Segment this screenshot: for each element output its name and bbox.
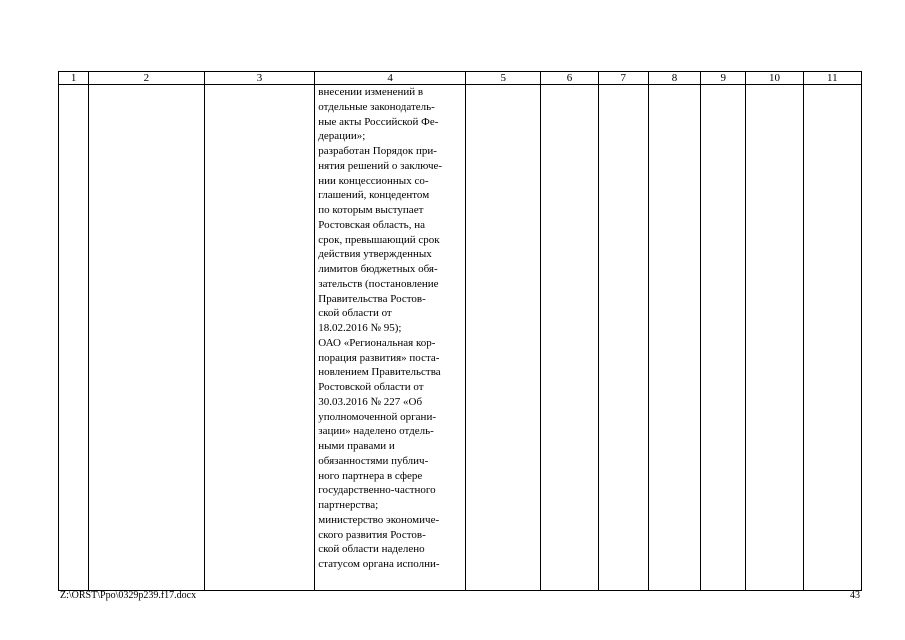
table-cell <box>204 85 315 591</box>
table-cell <box>746 85 803 591</box>
column-header: 11 <box>803 72 861 85</box>
page-number: 43 <box>850 590 860 601</box>
column-header: 9 <box>701 72 746 85</box>
table-header-row <box>59 72 862 85</box>
table-row <box>59 85 862 591</box>
description-text: внесении изменений в отдельные законодатель- ные акты Российской Фе- дерации»; разработан Порядок при- нятия решений о заключе- нии концессионных со- глашений, концедентом по которым выступает Ростовская область, на срок, превышающий срок действия утвержденных лимитов бюджетных обя- зательств (постановление Правительства Ростов- ской области от 18.02.2016 № 95); ОАО «Региональная кор- порация развития» поста- новлением Правительства Ростовской области от 30.03.2016 № 227 «Об уполномоченной органи- зации» наделено отдель- ными правами и обязанностями публич- ного партнера в сфере государственно-частного партнерства; министерство экономиче- ского развития Ростов- ской области наделено статусом органа исполни- <box>318 86 443 570</box>
table-cell <box>541 85 598 591</box>
column-header: 7 <box>598 72 648 85</box>
column-header: 4 <box>315 72 466 85</box>
column-header: 3 <box>204 72 315 85</box>
column-header: 10 <box>746 72 803 85</box>
table-cell <box>648 85 700 591</box>
table-cell-description <box>315 85 466 591</box>
table-cell <box>803 85 861 591</box>
document-table <box>58 71 862 591</box>
table-cell <box>598 85 648 591</box>
column-header: 6 <box>541 72 598 85</box>
column-header: 1 <box>59 72 89 85</box>
column-header: 5 <box>466 72 541 85</box>
table-cell <box>466 85 541 591</box>
table-cell <box>89 85 205 591</box>
footer-file-path: Z:\ORST\Ppo\0329p239.f17.docx <box>60 590 197 601</box>
column-header: 2 <box>89 72 205 85</box>
column-header: 8 <box>648 72 700 85</box>
table-cell <box>701 85 746 591</box>
table-cell <box>59 85 89 591</box>
